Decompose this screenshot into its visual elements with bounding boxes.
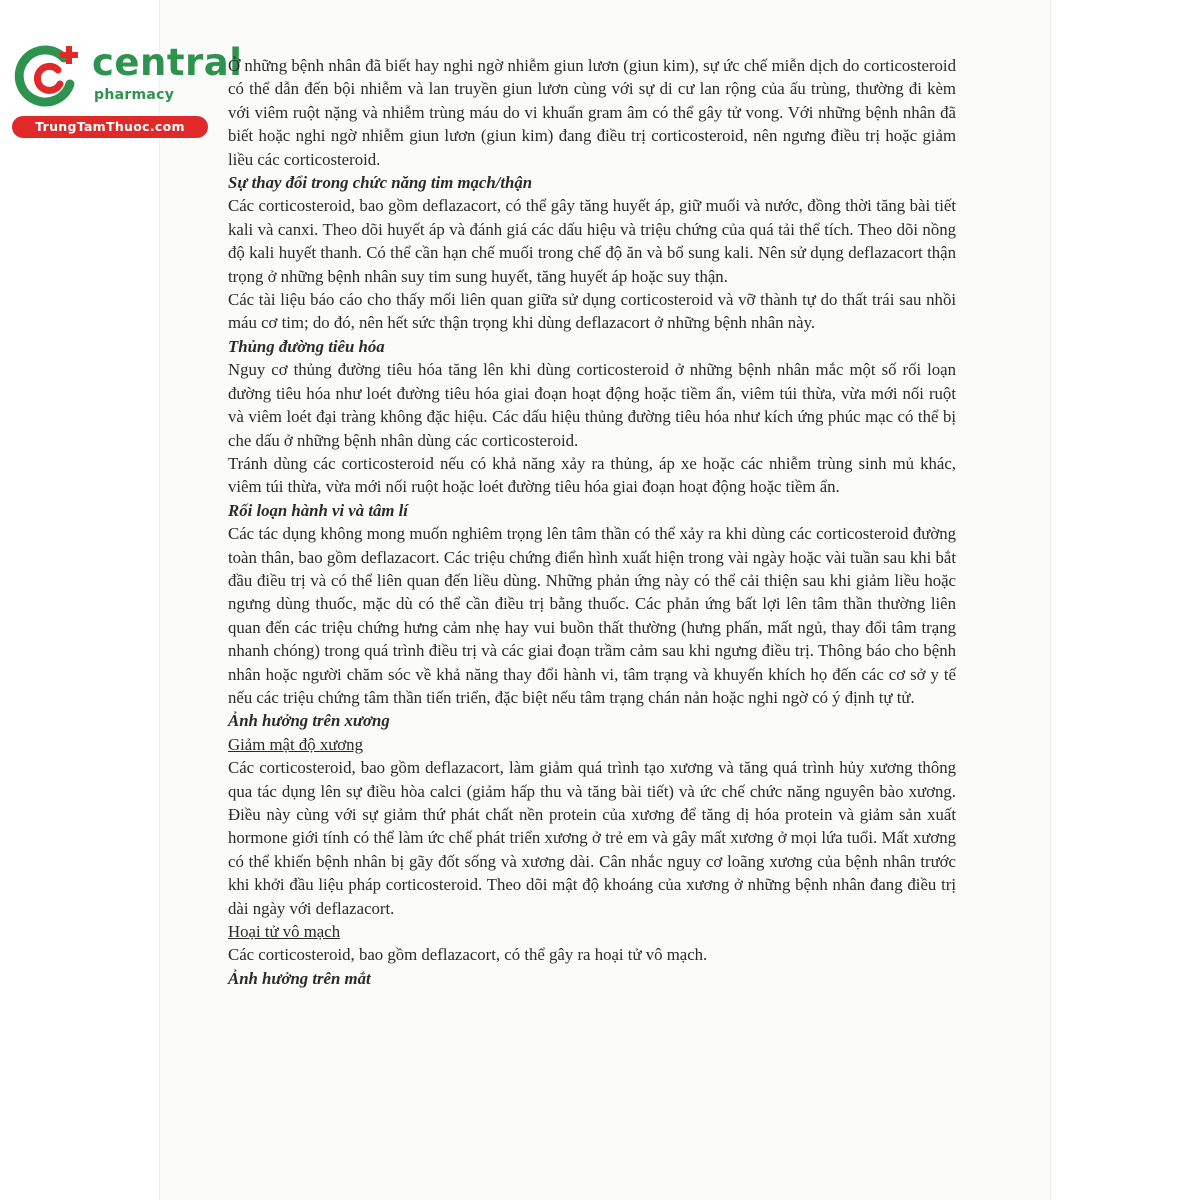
paragraph-gi-2: Tránh dùng các corticosteroid nếu có khả năng xảy ra thủng, áp xe hoặc các nhiễm trùng sinh mủ khác, viêm túi thừa, vừa mới nối ruột hoặc loét đường tiêu hóa giai đoạn hoạt động hoặc tiềm ẩn. xyxy=(228,453,956,497)
paragraph-behavior: Các tác dụng không mong muốn nghiêm trọng lên tâm thần có thể xảy ra khi dùng các corticosteroid đường toàn thân, bao gồm deflazacort. Các triệu chứng điển hình xuất hiện trong vài ngày hoặc vài tuần sau khi bắt đầu điều trị và có thể liên quan đến liều dùng. Những phản ứng này có thể cải thiện sau khi giảm liều hoặc ngưng dùng thuốc, mặc dù có thể cần điều trị bằng thuốc. Các phản ứng bất lợi lên tâm thần thường liên quan đến các triệu chứng hưng cảm nhẹ hay vui buồn thất thường (hưng phấn, mất ngủ, thay đổi tâm trạng nhanh chóng) trong quá trình điều trị và các giai đoạn trầm cảm sau khi ngưng điều trị. Thông báo cho bệnh nhân hoặc người chăm sóc về khả năng thay đổi hành vi, tâm trạng và khuyến khích họ đến các cơ sở y tế nếu các triệu chứng tâm thần tiến triển, đặc biệt nếu tâm trạng chán nản hoặc nghi ngờ có ý định tự tử. xyxy=(228,524,956,707)
paragraph-gi-1: Nguy cơ thủng đường tiêu hóa tăng lên khi dùng corticosteroid ở những bệnh nhân mắc một số rối loạn đường tiêu hóa như loét đường tiêu hóa giai đoạn hoạt động hoặc tiềm ẩn, viêm túi thừa, vừa mới nối ruột và viêm loét đại tràng không đặc hiệu. Các dấu hiệu thủng đường tiêu hóa như kích ứng phúc mạc có thể bị che dấu ở những bệnh nhân dùng các corticosteroid. xyxy=(228,360,956,450)
logo-subtitle: pharmacy xyxy=(94,87,175,103)
pharmacy-cross-icon xyxy=(12,40,84,112)
heading-eye: Ảnh hưởng trên mắt xyxy=(228,968,371,988)
logo-website[interactable]: TrungTamThuoc.com xyxy=(12,116,208,138)
page-stamp xyxy=(1026,500,1042,700)
paragraph-strongyloides: Ở những bệnh nhân đã biết hay nghi ngờ nhiễm giun lươn (giun kim), sự ức chế miễn dịch do corticosteroid có thể dẫn đến bội nhiễm và lan truyền giun lươn cùng với sự di cư lan rộng của ấu trùng, thường đi kèm với viêm ruột nặng và nhiễm trùng máu do vi khuẩn gram âm có thể gây tử vong. Với những bệnh nhân đã biết hoặc nghi ngờ nhiễm giun lươn (giun kim) đang điều trị corticosteroid, nên ngưng điều trị hoặc giảm liều các corticosteroid. xyxy=(228,56,956,169)
heading-cardio-renal: Sự thay đổi trong chức năng tim mạch/thận xyxy=(228,173,533,193)
heading-bone: Ảnh hưởng trên xương xyxy=(228,711,390,731)
paragraph-cardio-1: Các corticosteroid, bao gồm deflazacort, có thể gây tăng huyết áp, giữ muối và nước, đồng thời tăng bài tiết kali và canxi. Theo dõi huyết áp và đánh giá các dấu hiệu và triệu chứng của quá tải thể tích. Theo dõi nồng độ kali huyết thanh. Có thể cần hạn chế muối trong chế độ ăn và bổ sung kali. Nên sử dụng deflazacort thận trọng ở những bệnh nhân suy tim sung huyết, tăng huyết áp hoặc suy thận. xyxy=(228,196,956,286)
subheading-bone-density: Giảm mật độ xương xyxy=(228,734,363,754)
document-body xyxy=(228,54,956,990)
heading-gi-perforation: Thủng đường tiêu hóa xyxy=(228,336,385,356)
paragraph-avascular-necrosis: Các corticosteroid, bao gồm deflazacort, có thể gây ra hoại tử vô mạch. xyxy=(228,945,708,965)
logo-name: central xyxy=(92,41,243,84)
subheading-avascular-necrosis: Hoại tử vô mạch xyxy=(228,922,341,942)
central-pharmacy-logo[interactable] xyxy=(8,36,243,136)
heading-behavior: Rối loạn hành vi và tâm lí xyxy=(228,500,408,520)
paragraph-cardio-2: Các tài liệu báo cáo cho thấy mối liên quan giữa sử dụng corticosteroid và vỡ thành tự do thất trái sau nhồi máu cơ tim; do đó, nên hết sức thận trọng khi dùng deflazacort ở những bệnh nhân này. xyxy=(228,290,956,333)
paragraph-bone-density: Các corticosteroid, bao gồm deflazacort, làm giảm quá trình tạo xương và tăng quá trình hủy xương thông qua tác dụng lên sự điều hòa calci (giảm hấp thu và tăng bài tiết) và ức chế chức năng nguyên bào xương. Điều này cùng với sự giảm thứ phát chất nền protein của xương để tăng dị hóa protein và giảm sản xuất hormone giới tính có thể làm ức chế phát triển xương ở trẻ em và gây mất xương ở mọi lứa tuổi. Mất xương có thể khiến bệnh nhân bị gãy đốt sống và xương dài. Cân nhắc nguy cơ loãng xương của bệnh nhân trước khi khởi đầu liệu pháp corticosteroid. Theo dõi mật độ khoáng của xương ở những bệnh nhân đang điều trị dài ngày với deflazacort. xyxy=(228,758,956,918)
